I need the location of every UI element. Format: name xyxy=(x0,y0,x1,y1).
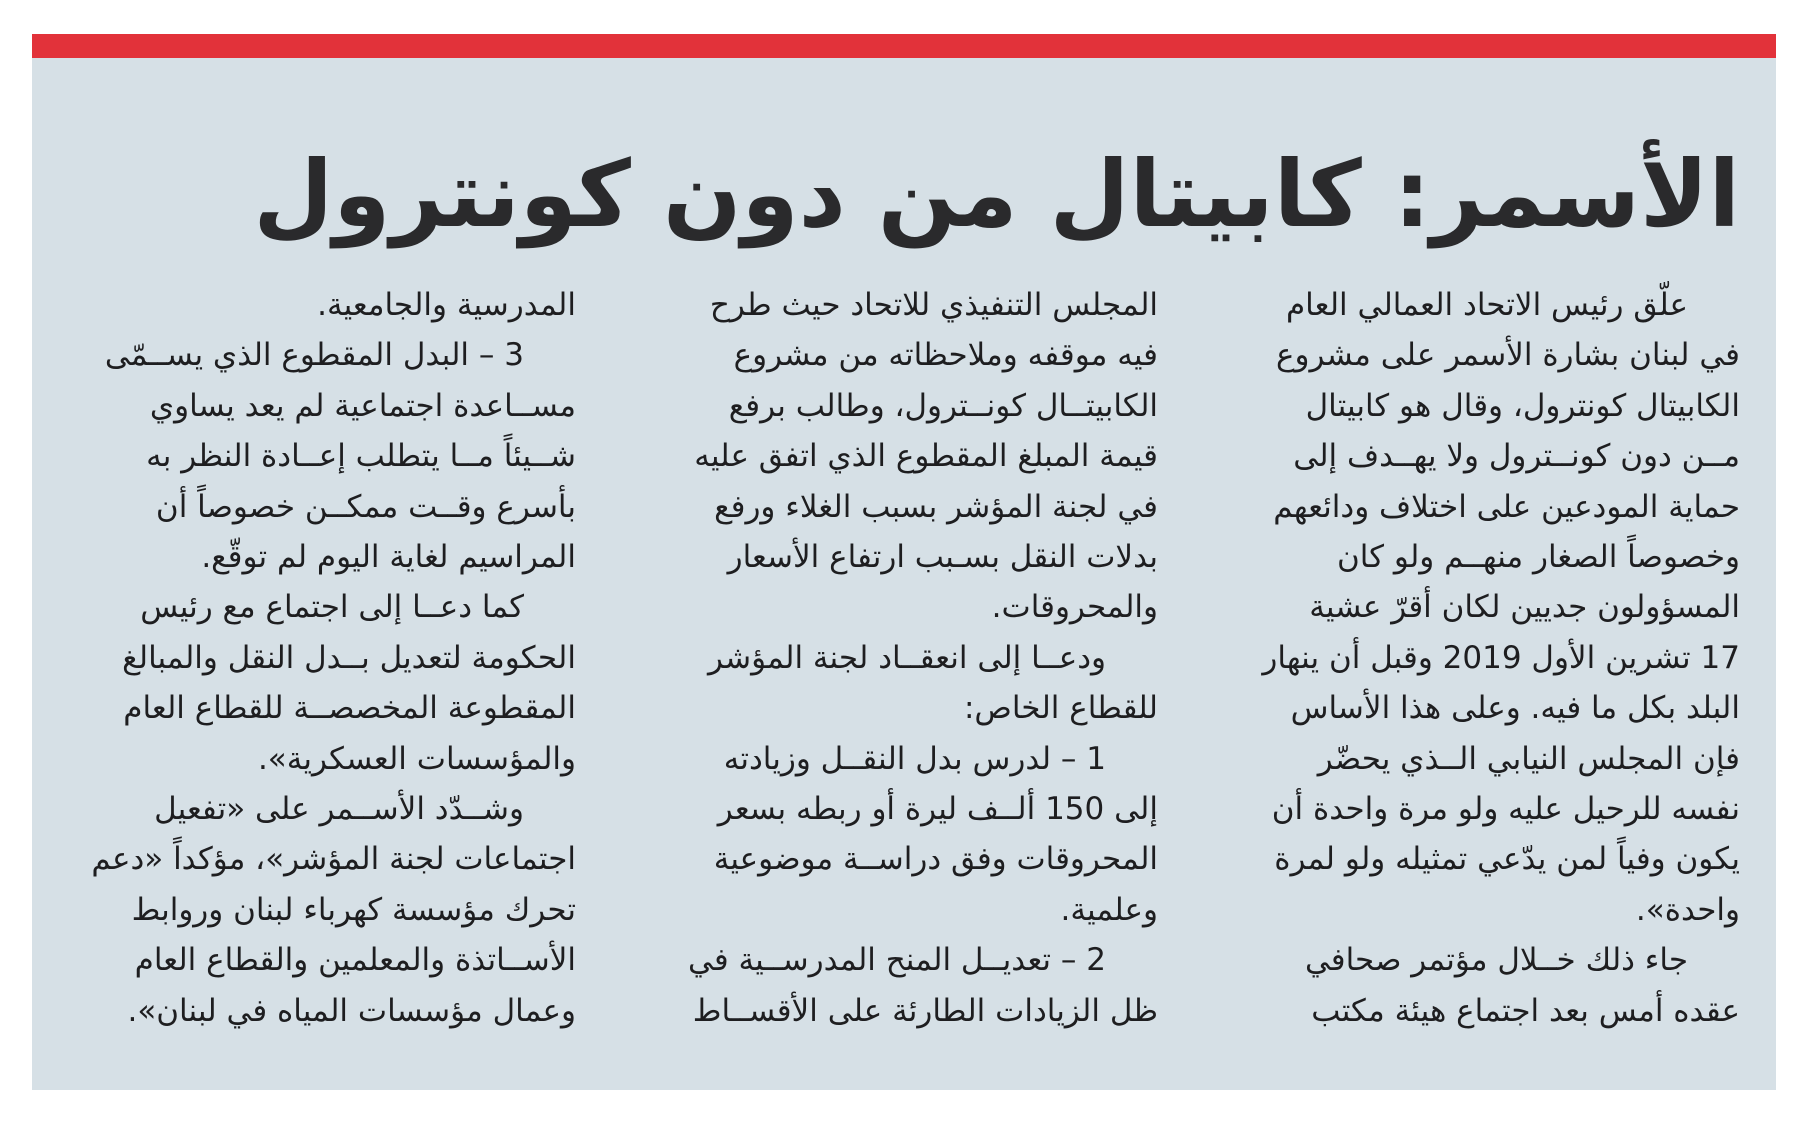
text-line: 1 – لدرس بدل النقــل وزيادته xyxy=(723,740,1106,777)
text-line: نفسه للرحيل عليه ولو مرة واحدة أن xyxy=(1271,791,1740,828)
text-line: الأســاتذة والمعلمين والقطاع العام xyxy=(134,942,576,979)
text-line: وشــدّد الأســمر على «تفعيل xyxy=(154,791,524,828)
text-line: 3 – البدل المقطوع الذي يســمّى xyxy=(104,337,524,374)
article-column-2 xyxy=(650,280,1158,1036)
text-line: اجتماعات لجنة المؤشر»، مؤكداً «دعم xyxy=(91,841,576,878)
text-line: فيه موقفه وملاحظاته من مشروع xyxy=(733,337,1158,374)
article-frame xyxy=(32,34,1776,1090)
text-line: 2 – تعديــل المنح المدرســية في xyxy=(688,942,1106,979)
text-line: المراسيم لغاية اليوم لم توقّع. xyxy=(201,539,576,576)
text-line: يكون وفياً لمن يدّعي تمثيله ولو لمرة xyxy=(1274,841,1740,878)
text-line: كما دعــا إلى اجتماع مع رئيس xyxy=(140,589,524,626)
text-line: المسؤولون جديين لكان أقرّ عشية xyxy=(1309,589,1740,626)
text-line: وعمال مؤسسات المياه في لبنان». xyxy=(127,992,576,1029)
text-line: للقطاع الخاص: xyxy=(963,690,1158,727)
text-line: المجلس التنفيذي للاتحاد حيث طرح xyxy=(709,287,1158,323)
text-line: المحروقات وفق دراســة موضوعية xyxy=(713,841,1158,878)
text-line: الحكومة لتعديل بــدل النقل والمبالغ xyxy=(122,639,576,676)
text-line: قيمة المبلغ المقطوع الذي اتفق عليه xyxy=(694,438,1158,475)
text-line: ظل الزيادات الطارئة على الأقســاط xyxy=(692,992,1158,1029)
text-line: ودعــا إلى انعقــاد لجنة المؤشر xyxy=(708,639,1106,676)
text-line: في لجنة المؤشر بسبب الغلاء ورفع xyxy=(714,488,1158,525)
text-line: بأسرع وقــت ممكــن خصوصاً أن xyxy=(155,488,576,525)
text-line: الكابيتال كونترول، وقال هو كابيتال xyxy=(1305,387,1740,424)
text-line: شــيئاً مــا يتطلب إعــادة النظر به xyxy=(146,438,576,475)
text-line: المدرسية والجامعية. xyxy=(317,287,576,323)
text-line: علّق رئيس الاتحاد العمالي العام xyxy=(1285,287,1688,323)
text-line: فإن المجلس النيابي الــذي يحضّر xyxy=(1317,740,1740,777)
text-line: تحرك مؤسسة كهرباء لبنان وروابط xyxy=(131,891,576,928)
article-headline: الأسمر: كابيتال من دون كونترول xyxy=(253,141,1740,248)
article-column-1 xyxy=(1232,280,1740,1036)
text-line: والمحروقات. xyxy=(991,589,1158,626)
text-line: وخصوصاً الصغار منهــم ولو كان xyxy=(1337,539,1740,576)
text-line: وعلمية. xyxy=(1060,891,1158,928)
text-line: بدلات النقل بسـبب ارتفاع الأسعار xyxy=(727,539,1158,576)
text-line: مســاعدة اجتماعية لم يعد يساوي xyxy=(149,387,576,424)
text-line: الكابيتــال كونــترول، وطالب برفع xyxy=(728,387,1158,424)
text-line: واحدة». xyxy=(1635,891,1740,928)
article-column-3 xyxy=(68,280,576,1036)
accent-rule xyxy=(32,34,1776,58)
text-line: والمؤسسات العسكرية». xyxy=(257,740,576,777)
text-line: البلد بكل ما فيه. وعلى هذا الأساس xyxy=(1290,690,1740,727)
text-line: إلى 150 ألــف ليرة أو ربطه بسعر xyxy=(717,791,1158,828)
text-line: في لبنان بشارة الأسمر على مشروع xyxy=(1276,337,1740,374)
text-line: حماية المودعين على اختلاف ودائعهم xyxy=(1273,488,1740,525)
text-line: 17 تشرين الأول 2019 وقبل أن ينهار xyxy=(1262,639,1740,676)
text-line: جاء ذلك خــلال مؤتمر صحافي xyxy=(1304,942,1688,979)
text-line: عقده أمس بعد اجتماع هيئة مكتب xyxy=(1311,992,1740,1029)
text-line: المقطوعة المخصصــة للقطاع العام xyxy=(123,690,576,727)
text-line: مــن دون كونــترول ولا يهــدف إلى xyxy=(1293,438,1740,475)
